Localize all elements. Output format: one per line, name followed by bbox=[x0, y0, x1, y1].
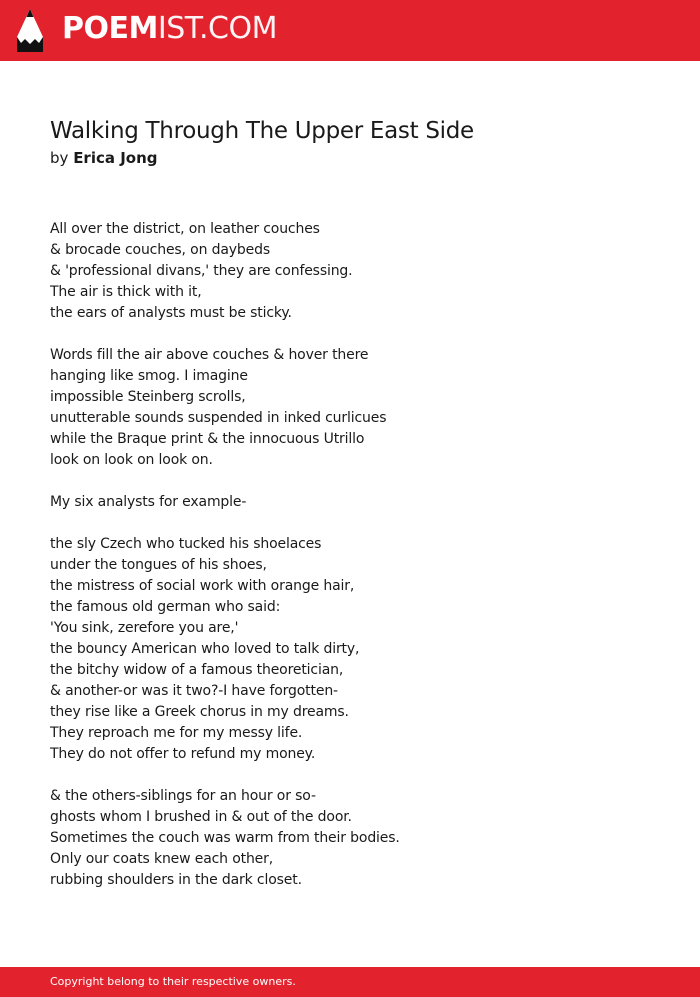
poem-line: the famous old german who said: bbox=[50, 599, 281, 615]
poem-line: They do not offer to refund my money. bbox=[50, 746, 316, 762]
poem-line: look on look on look on. bbox=[50, 452, 213, 468]
site-header bbox=[0, 0, 700, 61]
poem-line: 'You sink, zerefore you are,' bbox=[50, 620, 239, 636]
poem-line: They reproach me for my messy life. bbox=[50, 725, 303, 741]
logo-name-light: IST.COM bbox=[157, 11, 277, 46]
poem-stanza bbox=[50, 345, 650, 471]
poem-body bbox=[50, 219, 650, 912]
poem-line: hanging like smog. I imagine bbox=[50, 368, 248, 384]
poem-line: The air is thick with it, bbox=[50, 284, 202, 300]
poem-line: under the tongues of his shoes, bbox=[50, 557, 267, 573]
poem-line: Only our coats knew each other, bbox=[50, 851, 274, 867]
poem-line: rubbing shoulders in the dark closet. bbox=[50, 872, 302, 888]
poem-line: while the Braque print & the innocuous Utrillo bbox=[50, 431, 365, 447]
poem-line: unutterable sounds suspended in inked curlicues bbox=[50, 410, 387, 426]
poem-line: the bitchy widow of a famous theoretician, bbox=[50, 662, 344, 678]
poem-line: My six analysts for example- bbox=[50, 494, 247, 510]
poem-line: the mistress of social work with orange hair, bbox=[50, 578, 355, 594]
poem-line: the sly Czech who tucked his shoelaces bbox=[50, 536, 322, 552]
author-name: Erica Jong bbox=[73, 149, 158, 167]
poem-line: & the others-siblings for an hour or so- bbox=[50, 788, 316, 804]
poem-stanza bbox=[50, 534, 650, 765]
poem-line: ghosts whom I brushed in & out of the door. bbox=[50, 809, 352, 825]
poem-line: All over the district, on leather couches bbox=[50, 221, 320, 237]
poem-line: they rise like a Greek chorus in my dreams. bbox=[50, 704, 349, 720]
site-footer bbox=[0, 967, 700, 997]
byline bbox=[50, 148, 158, 169]
logo-name-bold: POEM bbox=[62, 11, 158, 46]
poem-line: the ears of analysts must be sticky. bbox=[50, 305, 292, 321]
poem-title: Walking Through The Upper East Side bbox=[50, 118, 474, 144]
poem-stanza bbox=[50, 492, 650, 513]
poem-line: impossible Steinberg scrolls, bbox=[50, 389, 246, 405]
poem-line: & 'professional divans,' they are confessing. bbox=[50, 263, 353, 279]
pencil-icon[interactable] bbox=[17, 9, 43, 52]
poem-line: & another-or was it two?-I have forgotten- bbox=[50, 683, 338, 699]
site-logo[interactable] bbox=[62, 11, 277, 47]
poem-line: Words fill the air above couches & hover there bbox=[50, 347, 369, 363]
copyright-notice: Copyright belong to their respective owners. bbox=[50, 975, 296, 988]
poem-stanza bbox=[50, 219, 650, 324]
poem-stanza bbox=[50, 786, 650, 891]
by-label: by bbox=[50, 149, 69, 167]
poem-line: & brocade couches, on daybeds bbox=[50, 242, 270, 258]
poem-line: Sometimes the couch was warm from their bodies. bbox=[50, 830, 400, 846]
poem-line: the bouncy American who loved to talk dirty, bbox=[50, 641, 360, 657]
